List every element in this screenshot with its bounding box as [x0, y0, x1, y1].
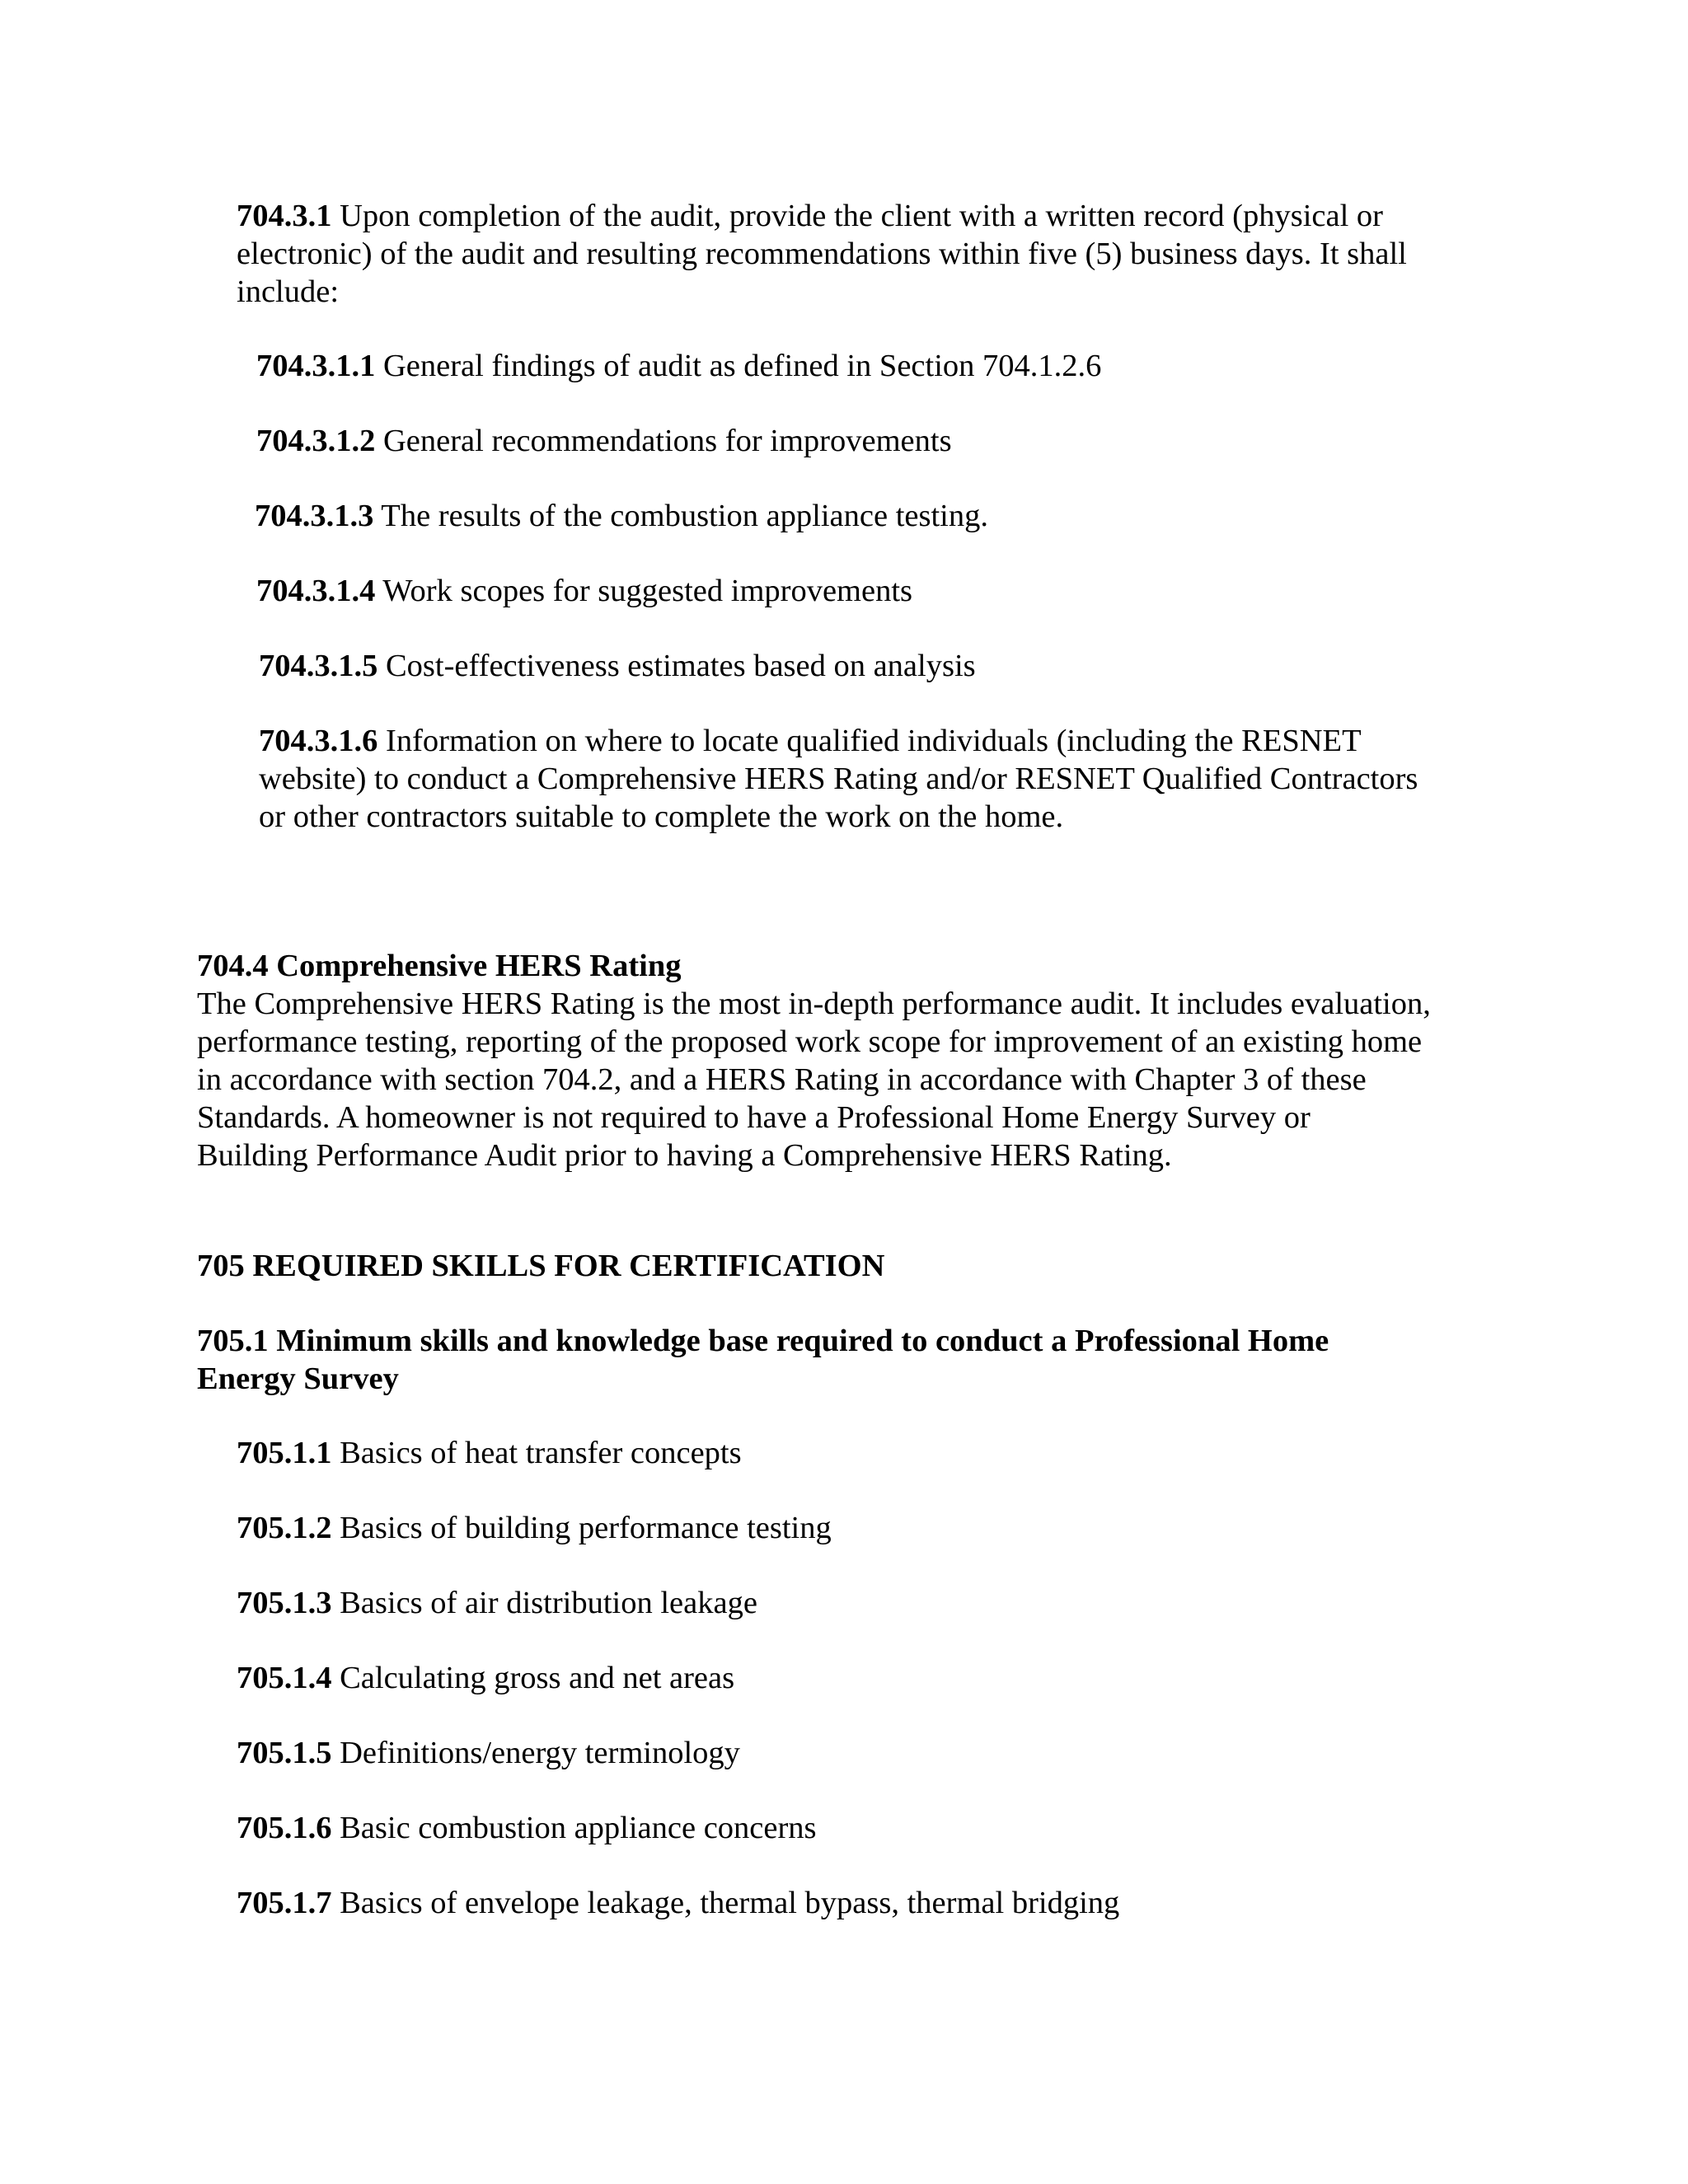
item-text: General recommendations for improvements: [375, 424, 952, 458]
paragraph-line: Standards. A homeowner is not required to have a Professional Home Energy Survey or: [197, 1100, 1311, 1135]
item-number: 705.1.7: [237, 1886, 332, 1920]
section-heading: 704.4 Comprehensive HERS Rating: [197, 949, 682, 983]
item-text: Basics of heat transfer concepts: [331, 1436, 742, 1470]
paragraph-line: electronic) of the audit and resulting recommendations within five (5) business days. It shall: [237, 237, 1407, 271]
item-number: 704.3.1.1: [256, 349, 376, 383]
list-item: [256, 422, 952, 460]
item-number: 705.1.1: [237, 1436, 332, 1470]
heading-line: Energy Survey: [197, 1361, 399, 1396]
list-item: [259, 647, 976, 685]
paragraph-704-3-1: [237, 197, 1407, 311]
list-item: [237, 1584, 757, 1622]
item-text: Basics of air distribution leakage: [331, 1586, 757, 1620]
item-text: Information on where to locate qualified individuals (including the RESNET: [377, 724, 1362, 758]
paragraph-line: performance testing, reporting of the proposed work scope for improvement of an existing home: [197, 1024, 1423, 1059]
item-text: Basics of building performance testing: [331, 1511, 832, 1545]
paragraph-line: Building Performance Audit prior to having a Comprehensive HERS Rating.: [197, 1138, 1172, 1173]
item-number: 705.1.5: [237, 1736, 332, 1770]
list-item: [237, 1659, 734, 1697]
item-text: General findings of audit as defined in Section 704.1.2.6: [375, 349, 1102, 383]
list-item: [256, 347, 1101, 385]
paragraph-line: in accordance with section 704.2, and a HERS Rating in accordance with Chapter 3 of these: [197, 1062, 1367, 1097]
paragraph-line: [237, 197, 1407, 235]
section-heading-705: 705 REQUIRED SKILLS FOR CERTIFICATION: [197, 1249, 885, 1283]
list-item: [259, 722, 1418, 836]
item-text: Definitions/energy terminology: [331, 1736, 740, 1770]
list-item: [237, 1734, 740, 1772]
item-number: 705.1.6: [237, 1811, 332, 1845]
item-text: Cost-effectiveness estimates based on analysis: [377, 649, 976, 683]
item-number: 704.3.1.2: [256, 424, 376, 458]
list-item: [256, 572, 912, 610]
item-number: 705.1.2: [237, 1511, 332, 1545]
paragraph-text: Upon completion of the audit, provide the client with a written record (physical or: [331, 199, 1383, 233]
paragraph-line: [259, 722, 1418, 760]
paragraph-line: include:: [237, 274, 340, 309]
list-item: [237, 1884, 1119, 1922]
section-704-4: [197, 947, 1431, 1174]
item-text: The results of the combustion appliance testing.: [373, 499, 988, 533]
item-text: Work scopes for suggested improvements: [375, 574, 913, 608]
subsection-heading-705-1: [197, 1322, 1329, 1398]
list-item: [237, 1509, 832, 1547]
item-number: 705.1.3: [237, 1586, 332, 1620]
heading-line: 705.1 Minimum skills and knowledge base required to conduct a Professional Home: [197, 1324, 1329, 1358]
list-item: [255, 497, 988, 535]
list-item: [237, 1809, 817, 1847]
item-number: 705.1.4: [237, 1661, 332, 1695]
item-number: 704.3.1.6: [259, 724, 378, 758]
paragraph-line: or other contractors suitable to complete the work on the home.: [259, 799, 1064, 834]
paragraph-line: website) to conduct a Comprehensive HERS Rating and/or RESNET Qualified Contractors: [259, 762, 1418, 796]
item-number: 704.3.1.4: [256, 574, 376, 608]
paragraph-line: The Comprehensive HERS Rating is the most in-depth performance audit. It includes evaluation,: [197, 987, 1431, 1021]
item-text: Basic combustion appliance concerns: [331, 1811, 817, 1845]
item-number: 704.3.1.3: [255, 499, 374, 533]
item-number: 704.3.1.5: [259, 649, 378, 683]
section-number: 704.3.1: [237, 199, 332, 233]
list-item: [237, 1434, 742, 1472]
item-text: Basics of envelope leakage, thermal bypass, thermal bridging: [331, 1886, 1120, 1920]
item-text: Calculating gross and net areas: [331, 1661, 735, 1695]
